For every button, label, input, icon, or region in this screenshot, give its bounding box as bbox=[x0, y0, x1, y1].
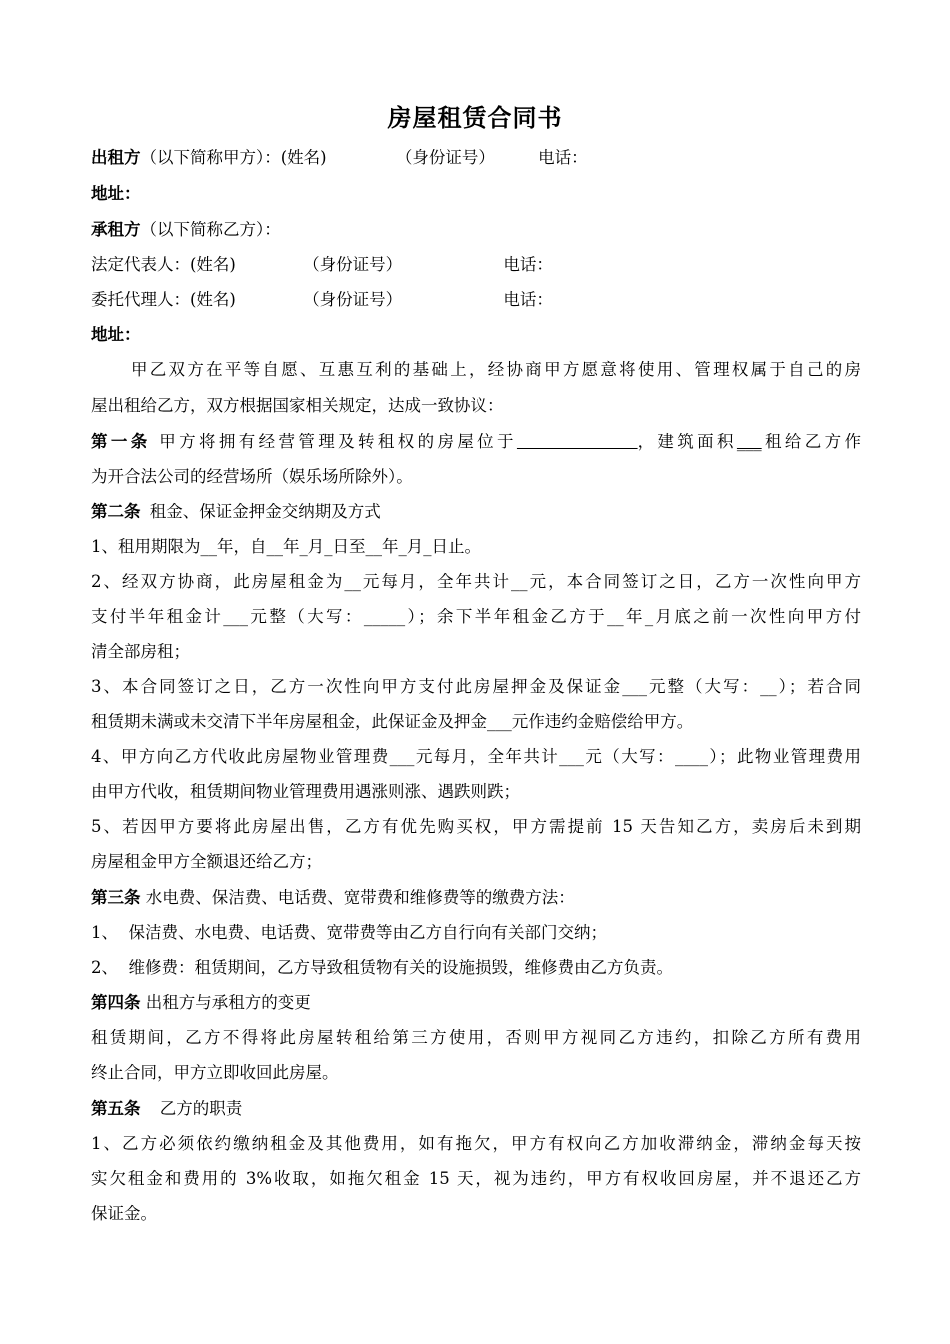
article-1-text-c: 租给乙方作 bbox=[761, 432, 862, 451]
article-2-item-2-line-3: 清全部房租； bbox=[91, 642, 190, 661]
article-1-line-2: 为开合法公司的经营场所（娱乐场所除外）。 bbox=[91, 467, 413, 486]
article-2-item-4-line-1: 4、甲方向乙方代收此房屋物业管理费___元每月，全年共计___元（大写：____）；此物业管理费用 bbox=[91, 747, 861, 766]
article-2-item-1: 1、租用期限为__年，自__年_月_日至__年_月_日止。 bbox=[91, 537, 481, 556]
article-5-title: 乙方的职责 bbox=[159, 1099, 243, 1118]
agent-label: 委托代理人：(姓名) bbox=[91, 290, 236, 309]
agent-line bbox=[91, 288, 861, 312]
lessor-paren: （以下简称甲方）： bbox=[140, 148, 281, 167]
article-2-item-5-line-2: 房屋租金甲方全额退还给乙方； bbox=[91, 852, 322, 871]
article-4-heading-line bbox=[91, 991, 861, 1015]
intro-line-2: 屋出租给乙方，双方根据国家相关规定，达成一致协议： bbox=[91, 396, 504, 415]
article-1-heading: 第一条 bbox=[91, 432, 151, 451]
article-3-heading-line bbox=[91, 886, 861, 910]
intro-line-1: 甲乙双方在平等自愿、互惠互利的基础上，经协商甲方愿意将使用、管理权属于自己的房 bbox=[131, 360, 861, 379]
article-5-line-2: 实欠租金和费用的 3%收取，如拖欠租金 15 天，视为违约，甲方有权收回房屋，并不退还乙方 bbox=[91, 1169, 861, 1188]
article-3-item-2: 2、 维修费：租赁期间，乙方导致租赁物有关的设施损毁，维修费由乙方负责。 bbox=[91, 958, 673, 977]
article-2-heading: 第二条 bbox=[91, 502, 141, 521]
lessor-name: (姓名) bbox=[280, 148, 327, 167]
article-1-line-1 bbox=[91, 430, 861, 454]
lessor-address: 地址： bbox=[91, 184, 141, 203]
lessor-id: （身份证号） bbox=[395, 148, 495, 167]
article-1-blank-area: ___ bbox=[736, 432, 762, 451]
legal-rep-line bbox=[91, 253, 861, 277]
legal-rep-phone: 电话： bbox=[503, 255, 553, 274]
article-1-text-b: ，建筑面积 bbox=[637, 432, 737, 451]
article-1-text-a: 甲方将拥有经营管理及转租权的房屋位于 bbox=[159, 432, 517, 451]
agent-id: （身份证号） bbox=[303, 290, 403, 309]
article-3-title: 水电费、保洁费、电话费、宽带费和维修费等的缴费方法： bbox=[145, 888, 575, 907]
lessor-label: 出租方 bbox=[91, 148, 141, 167]
article-3-heading: 第三条 bbox=[91, 888, 141, 907]
lessor-line bbox=[91, 146, 861, 170]
article-2-heading-line bbox=[91, 500, 861, 524]
legal-rep-label: 法定代表人：(姓名) bbox=[91, 255, 236, 274]
article-2-item-4-line-2: 由甲方代收，租赁期间物业管理费用遇涨则涨、遇跌则跌； bbox=[91, 782, 520, 801]
article-2-item-5-line-1: 5、若因甲方要将此房屋出售，乙方有优先购买权，甲方需提前 15 天告知乙方，卖房后未到期 bbox=[91, 817, 861, 836]
article-3-item-1: 1、 保洁费、水电费、电话费、宽带费等由乙方自行向有关部门交纳； bbox=[91, 923, 607, 942]
article-5-line-1: 1、乙方必须依约缴纳租金及其他费用，如有拖欠，甲方有权向乙方加收滞纳金，滞纳金每天按 bbox=[91, 1134, 861, 1153]
article-2-title: 租金、保证金押金交纳期及方式 bbox=[149, 502, 381, 521]
article-4-line-2: 终止合同，甲方立即收回此房屋。 bbox=[91, 1063, 339, 1082]
lessee-paren: （以下简称乙方）： bbox=[140, 220, 281, 239]
article-1-blank-location bbox=[517, 432, 638, 451]
article-4-line-1: 租赁期间，乙方不得将此房屋转租给第三方使用，否则甲方视同乙方违约，扣除乙方所有费用 bbox=[91, 1028, 861, 1047]
article-5-heading: 第五条 bbox=[91, 1099, 141, 1118]
article-2-item-2-line-2: 支付半年租金计___元整（大写：_____）；余下半年租金乙方于__年_月底之前一次性向甲方付 bbox=[91, 607, 861, 626]
lessee-label: 承租方 bbox=[91, 220, 141, 239]
article-4-title: 出租方与承租方的变更 bbox=[145, 993, 311, 1012]
article-2-item-2-line-1: 2、经双方协商，此房屋租金为__元每月，全年共计__元，本合同签订之日，乙方一次性向甲方 bbox=[91, 572, 861, 591]
lessor-phone: 电话： bbox=[538, 148, 588, 167]
contract-title: 房屋租赁合同书 bbox=[387, 103, 563, 132]
lessee-line bbox=[91, 218, 861, 242]
legal-rep-id: （身份证号） bbox=[303, 255, 403, 274]
article-2-item-3-line-1: 3、本合同签订之日，乙方一次性向甲方支付此房屋押金及保证金___元整（大写：__）；若合同 bbox=[91, 677, 861, 696]
agent-phone: 电话： bbox=[503, 290, 553, 309]
article-5-line-3: 保证金。 bbox=[91, 1204, 157, 1223]
article-4-heading: 第四条 bbox=[91, 993, 141, 1012]
article-5-heading-line bbox=[91, 1097, 861, 1121]
lessee-address: 地址： bbox=[91, 325, 141, 344]
article-2-item-3-line-2: 租赁期未满或未交清下半年房屋租金，此保证金及押金___元作违约金赔偿给甲方。 bbox=[91, 712, 694, 731]
